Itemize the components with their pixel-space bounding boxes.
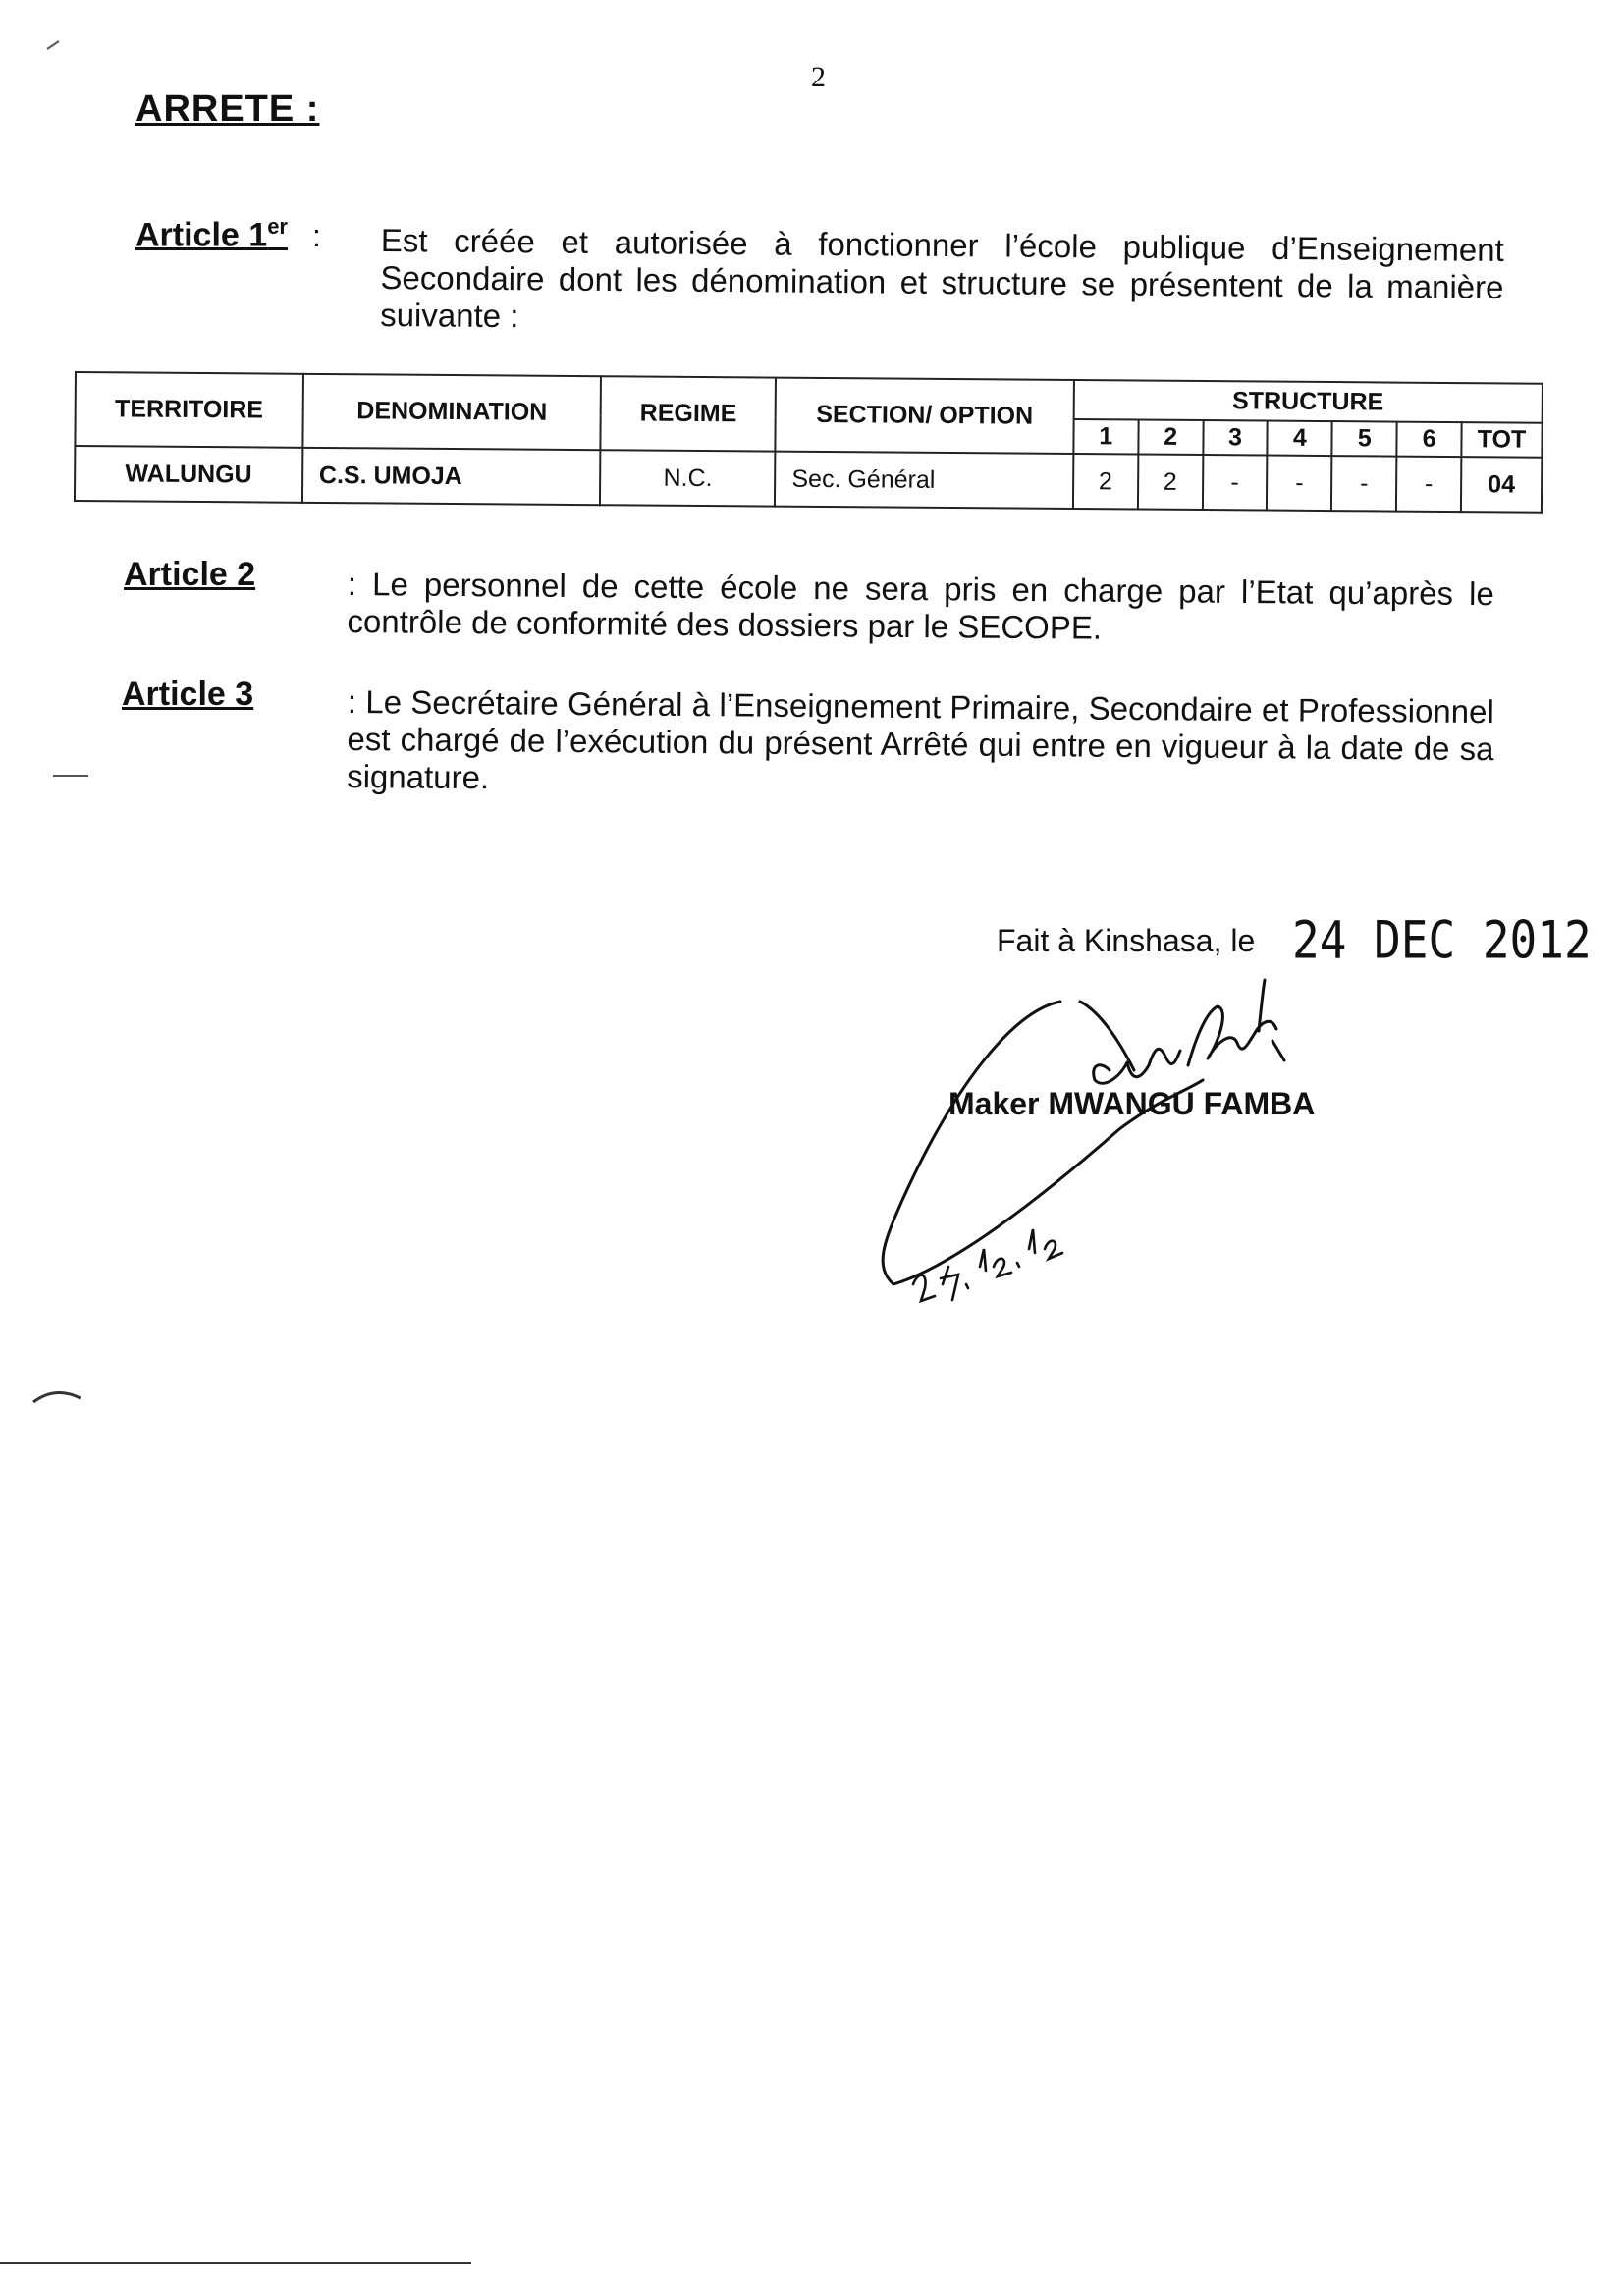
article-1-colon: :	[312, 218, 321, 253]
structure-table	[74, 371, 1543, 514]
cell-territoire: WALUNGU	[75, 446, 302, 503]
structure-col-6: 6	[1397, 422, 1462, 458]
article-2-label: Article 2	[124, 556, 256, 593]
header-denomination: DENOMINATION	[302, 374, 601, 450]
scan-mark-middle	[49, 766, 98, 786]
structure-col-tot: TOT	[1461, 422, 1542, 458]
cell-denomination: C.S. UMOJA	[302, 448, 601, 505]
structure-col-3: 3	[1203, 420, 1268, 456]
article-3-label: Article 3	[122, 676, 254, 713]
header-territoire: TERRITOIRE	[75, 372, 302, 448]
signatory-name: Maker MWANGU FAMBA	[948, 1086, 1316, 1121]
cell-regime: N.C.	[600, 450, 775, 506]
cell-structure-4: -	[1267, 456, 1331, 512]
header-regime: REGIME	[601, 376, 776, 451]
article-1-label	[135, 214, 288, 254]
cell-structure-1: 2	[1073, 454, 1138, 510]
article-1-label-text: Article 1	[135, 216, 268, 254]
scan-mark-lower	[29, 1384, 88, 1414]
cell-structure-6: -	[1396, 457, 1461, 513]
page-number: 2	[811, 61, 826, 93]
handwritten-signature	[864, 972, 1355, 1326]
cell-structure-2: 2	[1138, 455, 1203, 511]
header-section-option: SECTION/ OPTION	[776, 378, 1074, 454]
signature-place: Fait à Kinshasa, le	[997, 923, 1256, 958]
scan-mark-top	[39, 29, 79, 59]
cell-structure-tot: 04	[1461, 457, 1542, 513]
structure-col-4: 4	[1268, 421, 1332, 457]
table-row	[75, 446, 1542, 513]
bottom-edge-line	[0, 2262, 471, 2264]
document-heading: ARRETE :	[135, 88, 320, 130]
structure-col-5: 5	[1332, 421, 1397, 457]
structure-col-2: 2	[1138, 420, 1203, 456]
article-2-text: : Le personnel de cette école ne sera pris en charge par l’Etat qu’après le contrôle de conformité des dossiers par le SECOPE.	[347, 566, 1494, 646]
cell-structure-3: -	[1202, 455, 1267, 511]
article-3-text: : Le Secrétaire Général à l’Enseignement Primaire, Secondaire et Professionnel est chargé de l’exécution du présent Arrêté qui entre en vigueur à la date de sa signature.	[347, 683, 1494, 796]
header-structure: STRUCTURE	[1073, 380, 1543, 423]
structure-col-1: 1	[1073, 419, 1138, 455]
article-1-label-sup: er	[267, 214, 288, 239]
cell-section-option: Sec. Général	[775, 452, 1073, 509]
signature-date-stamp: 24 DEC 2012	[1292, 908, 1592, 971]
article-1-text: Est créée et autorisée à fonctionner l’école publique d’Enseignement Secondaire dont les dénomination et structure se présentent de la manière suivante :	[380, 222, 1504, 335]
cell-structure-5: -	[1331, 456, 1396, 512]
